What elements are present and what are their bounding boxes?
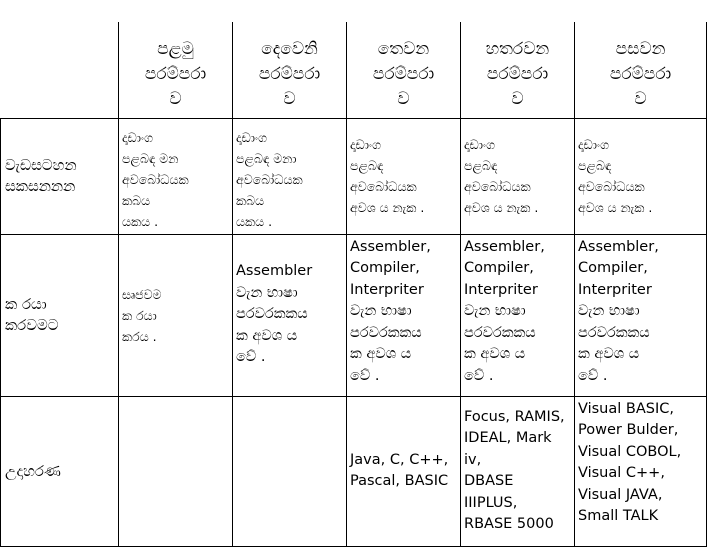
generations-table — [0, 22, 707, 547]
cell-execution-gen4: Assembler, Compiler, Interpriter වැන භාෂා පරවරකකය ක අවශ ය වේ . — [461, 234, 575, 396]
header-fourth-generation: හතරවන පරම්පරා ව — [461, 22, 575, 118]
table-row-features — [1, 118, 707, 234]
header-fifth-generation: පසවන පරම්පරා ව — [575, 22, 707, 118]
row-label-execution: ක රයා කරවමට — [1, 234, 119, 396]
cell-execution-gen5: Assembler, Compiler, Interpriter වැන භාෂා පරවරකකය ක අවශ ය වේ . — [575, 234, 707, 396]
header-third-generation: තෙවන පරම්පරා ව — [347, 22, 461, 118]
row-label-features: වැඩසටහන සකසනනන — [1, 118, 119, 234]
table-row-examples — [1, 396, 707, 546]
cell-execution-gen1: සෘජවම ක රයා කරය . — [119, 234, 233, 396]
cell-examples-gen3: Java, C, C++, Pascal, BASIC — [347, 396, 461, 546]
cell-features-gen3: දෘඩාංග පළබඳ අවබෝධයක අවශ ය නැක . — [347, 118, 461, 234]
cell-examples-gen5: Visual BASIC, Power Bulder, Visual COBOL, Visual C++, Visual JAVA, Small TALK — [575, 396, 707, 546]
cell-execution-gen3: Assembler, Compiler, Interpriter වැන භාෂා පරවරකකය ක අවශ ය වේ . — [347, 234, 461, 396]
header-row — [1, 22, 707, 118]
cell-examples-gen1 — [119, 396, 233, 546]
header-first-generation: පළමු පරම්පරා ව — [119, 22, 233, 118]
cell-execution-gen2: Assembler වැන භාෂා පරවරකකය ක අවශ ය වේ . — [233, 234, 347, 396]
corner-cell — [1, 22, 119, 118]
cell-features-gen1: දෘඩාංග පළබඳ මන අවබෝධයක කබය යකය . — [119, 118, 233, 234]
row-label-examples: උදාහරණ — [1, 396, 119, 546]
cell-features-gen2: දෘඩාංග පළබඳ මනා අවබෝධයක කබය යකය . — [233, 118, 347, 234]
cell-features-gen5: දෘඩාංග පළබඳ අවබෝධයක අවශ ය නැක . — [575, 118, 707, 234]
header-second-generation: දෙවෙනි පරම්පරා ව — [233, 22, 347, 118]
cell-examples-gen4: Focus, RAMIS, IDEAL, Mark iv, DBASE IIIPLUS, RBASE 5000 — [461, 396, 575, 546]
table-row-execution — [1, 234, 707, 396]
cell-examples-gen2 — [233, 396, 347, 546]
cell-features-gen4: දෘඩාංග පළබඳ අවබෝධයක අවශ ය නැක . — [461, 118, 575, 234]
